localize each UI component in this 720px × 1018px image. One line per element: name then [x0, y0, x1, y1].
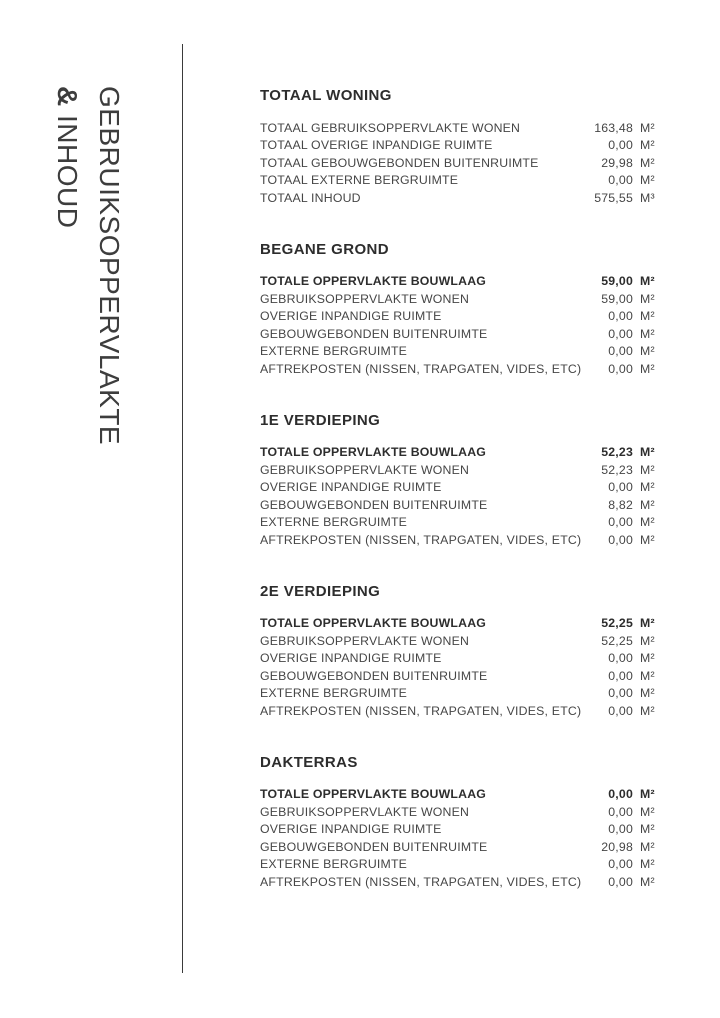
- row-value: 0,00: [608, 309, 633, 324]
- row-unit: M²: [640, 857, 655, 872]
- row-label: GEBRUIKSOPPERVLAKTE WONEN: [260, 291, 470, 306]
- table-row: [260, 702, 658, 720]
- row-value: 52,25: [601, 633, 633, 648]
- row-label: GEBOUWGEBONDEN BUITENRUIMTE: [260, 668, 488, 683]
- row-label: TOTAAL EXTERNE BERGRUIMTE: [260, 173, 459, 188]
- table-row: [260, 308, 658, 326]
- section: [260, 411, 658, 549]
- row-label: TOTAAL GEBRUIKSOPPERVLAKTE WONEN: [260, 120, 521, 135]
- row-label: GEBOUWGEBONDEN BUITENRUIMTE: [260, 497, 488, 512]
- measurement-sections: [260, 86, 658, 924]
- row-unit: M²: [640, 138, 655, 153]
- row-unit: M²: [640, 274, 655, 289]
- table-row: [260, 821, 658, 839]
- row-label: AFTREKPOSTEN (NISSEN, TRAPGATEN, VIDES, ETC): [260, 361, 581, 376]
- page-title-line1: GEBRUIKSOPPERVLAKTE: [94, 86, 125, 446]
- row-unit: M²: [640, 309, 655, 324]
- section: [260, 582, 658, 720]
- row-value: 20,98: [601, 839, 633, 854]
- row-unit: M²: [640, 822, 655, 837]
- row-unit: M²: [640, 515, 655, 530]
- table-row: [260, 479, 658, 497]
- row-label: TOTAAL INHOUD: [260, 190, 361, 205]
- row-unit: M²: [640, 173, 655, 188]
- table-row: [260, 667, 658, 685]
- table-row: [260, 786, 658, 804]
- row-value: 0,00: [608, 822, 633, 837]
- row-label: OVERIGE INPANDIGE RUIMTE: [260, 651, 442, 666]
- table-row: [260, 514, 658, 532]
- table-row: [260, 343, 658, 361]
- section: [260, 86, 658, 207]
- row-label: AFTREKPOSTEN (NISSEN, TRAPGATEN, VIDES, ETC): [260, 532, 581, 547]
- row-label: EXTERNE BERGRUIMTE: [260, 686, 408, 701]
- row-value: 0,00: [608, 651, 633, 666]
- row-unit: M²: [640, 480, 655, 495]
- table-row: [260, 873, 658, 891]
- row-unit: M²: [640, 616, 655, 631]
- row-unit: M²: [640, 839, 655, 854]
- table-row: [260, 531, 658, 549]
- row-label: OVERIGE INPANDIGE RUIMTE: [260, 822, 442, 837]
- table-row: [260, 273, 658, 291]
- table-row: [260, 290, 658, 308]
- table-row: [260, 360, 658, 378]
- row-label: TOTALE OPPERVLAKTE BOUWLAAG: [260, 445, 487, 460]
- row-unit: M²: [640, 703, 655, 718]
- row-value: 0,00: [608, 857, 633, 872]
- table-row: [260, 461, 658, 479]
- table-row: [260, 154, 658, 172]
- row-label: TOTALE OPPERVLAKTE BOUWLAAG: [260, 274, 487, 289]
- row-unit: M²: [640, 120, 655, 135]
- row-unit: M²: [640, 326, 655, 341]
- row-value: 52,23: [601, 462, 633, 477]
- row-label: TOTALE OPPERVLAKTE BOUWLAAG: [260, 616, 487, 631]
- row-value: 52,23: [601, 445, 633, 460]
- section: [260, 240, 658, 378]
- section-title: DAKTERRAS: [260, 753, 358, 771]
- table-row: [260, 119, 658, 137]
- row-label: EXTERNE BERGRUIMTE: [260, 344, 408, 359]
- row-label: GEBRUIKSOPPERVLAKTE WONEN: [260, 633, 470, 648]
- row-unit: M²: [640, 804, 655, 819]
- row-value: 59,00: [601, 274, 633, 289]
- row-label: EXTERNE BERGRUIMTE: [260, 857, 408, 872]
- row-label: TOTAAL OVERIGE INPANDIGE RUIMTE: [260, 138, 493, 153]
- row-unit: M²: [640, 155, 655, 170]
- row-value: 52,25: [601, 616, 633, 631]
- section-title: BEGANE GROND: [260, 240, 389, 258]
- row-label: AFTREKPOSTEN (NISSEN, TRAPGATEN, VIDES, ETC): [260, 874, 581, 889]
- section-title: TOTAAL WONING: [260, 87, 392, 104]
- row-value: 0,00: [608, 686, 633, 701]
- row-unit: M²: [640, 532, 655, 547]
- row-value: 29,98: [601, 155, 633, 170]
- row-label: OVERIGE INPANDIGE RUIMTE: [260, 480, 442, 495]
- row-label: GEBOUWGEBONDEN BUITENRUIMTE: [260, 839, 488, 854]
- row-unit: M²: [640, 668, 655, 683]
- table-row: [260, 632, 658, 650]
- table-row: [260, 137, 658, 155]
- row-label: GEBRUIKSOPPERVLAKTE WONEN: [260, 804, 470, 819]
- row-value: 0,00: [608, 326, 633, 341]
- row-label: AFTREKPOSTEN (NISSEN, TRAPGATEN, VIDES, ETC): [260, 703, 581, 718]
- row-unit: M²: [640, 291, 655, 306]
- row-value: 0,00: [608, 138, 633, 153]
- row-value: 0,00: [608, 361, 633, 376]
- row-label: GEBRUIKSOPPERVLAKTE WONEN: [260, 462, 470, 477]
- section-title: 1E VERDIEPING: [260, 411, 381, 429]
- row-value: 0,00: [608, 173, 633, 188]
- row-unit: M³: [640, 190, 655, 205]
- row-label: TOTAAL GEBOUWGEBONDEN BUITENRUIMTE: [260, 155, 539, 170]
- table-row: [260, 172, 658, 190]
- row-unit: M²: [640, 361, 655, 376]
- table-row: [260, 615, 658, 633]
- row-unit: M²: [640, 874, 655, 889]
- row-unit: M²: [640, 344, 655, 359]
- vertical-divider-line: [182, 44, 183, 973]
- row-label: GEBOUWGEBONDEN BUITENRUIMTE: [260, 326, 488, 341]
- table-row: [260, 444, 658, 462]
- row-value: 575,55: [594, 190, 633, 205]
- row-label: OVERIGE INPANDIGE RUIMTE: [260, 309, 442, 324]
- row-value: 0,00: [608, 874, 633, 889]
- row-value: 0,00: [608, 703, 633, 718]
- row-unit: M²: [640, 497, 655, 512]
- page-title-ampersand: &: [52, 86, 83, 107]
- row-value: 0,00: [608, 344, 633, 359]
- row-value: 0,00: [608, 532, 633, 547]
- section: [260, 753, 658, 891]
- row-unit: M²: [640, 686, 655, 701]
- row-value: 0,00: [608, 804, 633, 819]
- section-title: 2E VERDIEPING: [260, 582, 381, 600]
- table-row: [260, 189, 658, 207]
- row-value: 163,48: [594, 120, 633, 135]
- row-value: 0,00: [608, 515, 633, 530]
- row-unit: M²: [640, 651, 655, 666]
- row-value: 0,00: [608, 787, 633, 802]
- row-value: 0,00: [608, 668, 633, 683]
- row-unit: M²: [640, 462, 655, 477]
- row-unit: M²: [640, 445, 655, 460]
- table-row: [260, 838, 658, 856]
- row-value: 8,82: [608, 497, 633, 512]
- page-title-line2: INHOUD: [52, 106, 83, 229]
- row-unit: M²: [640, 633, 655, 648]
- table-row: [260, 685, 658, 703]
- table-row: [260, 856, 658, 874]
- table-row: [260, 325, 658, 343]
- table-row: [260, 650, 658, 668]
- row-value: 0,00: [608, 480, 633, 495]
- row-value: 59,00: [601, 291, 633, 306]
- page-title-vertical: [46, 86, 130, 516]
- table-row: [260, 803, 658, 821]
- row-label: EXTERNE BERGRUIMTE: [260, 515, 408, 530]
- table-row: [260, 496, 658, 514]
- row-unit: M²: [640, 787, 655, 802]
- row-label: TOTALE OPPERVLAKTE BOUWLAAG: [260, 787, 487, 802]
